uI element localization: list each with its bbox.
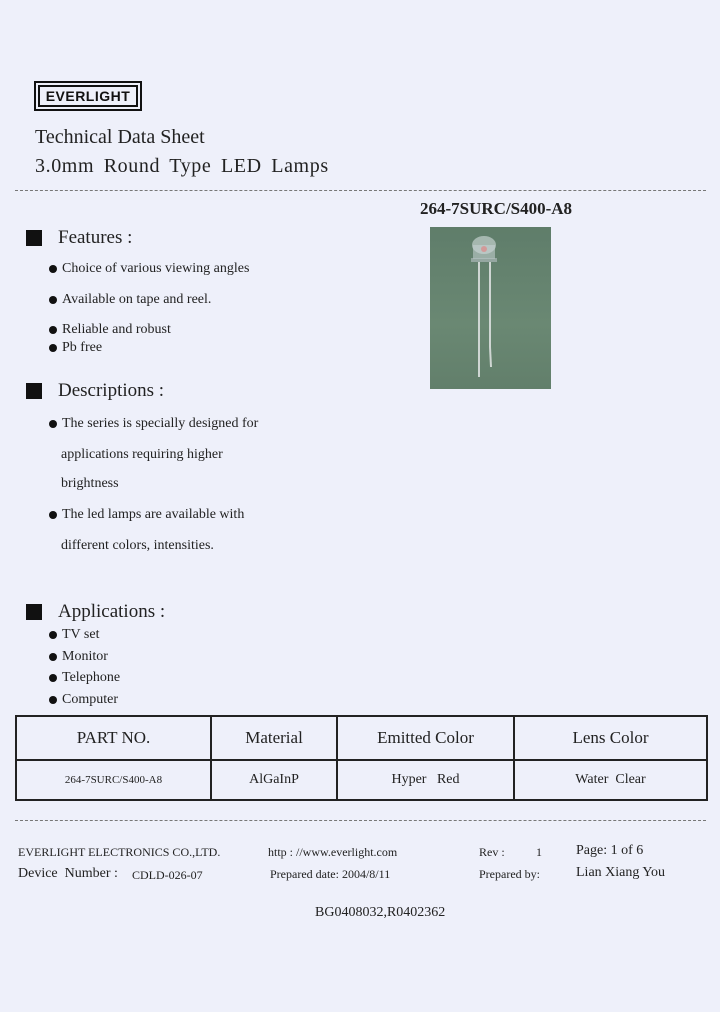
prepared-by-value: Lian Xiang You (576, 865, 666, 880)
bullet-dot-icon (49, 653, 57, 661)
bullet-dot-icon (49, 265, 57, 273)
descriptions-heading (26, 380, 164, 402)
company-url: http : //www.everlight.com (268, 845, 398, 859)
table-header-cell: Material (211, 716, 337, 760)
description-text-continued: brightness (61, 476, 119, 491)
company-name: EVERLIGHT ELECTRONICS CO.,LTD. (18, 845, 221, 859)
bullet-dot-icon (49, 696, 57, 704)
everlight-logo (34, 81, 142, 111)
table-cell: 264-7SURC/S400-A8 (16, 760, 211, 800)
application-item (49, 692, 118, 708)
table-header-row (16, 716, 707, 760)
feature-text: Available on tape and reel. (62, 292, 212, 307)
device-number-label: Device Number : (18, 866, 118, 881)
document-code: BG0408032,R0402362 (315, 905, 446, 920)
description-text-continued: applications requiring higher (61, 447, 223, 462)
feature-item (49, 261, 249, 277)
table-cell: Hyper Red (337, 760, 514, 800)
bullet-dot-icon (49, 326, 57, 334)
application-text: Monitor (62, 649, 108, 664)
part-number-heading: 264-7SURC/S400-A8 (420, 199, 573, 218)
applications-heading (26, 601, 165, 623)
spec-table (15, 715, 708, 801)
top-divider (15, 190, 706, 191)
description-text: The led lamps are available with (62, 507, 245, 522)
square-bullet-icon (26, 604, 42, 620)
feature-item (49, 340, 102, 356)
feature-text: Pb free (62, 340, 103, 355)
applications-heading-text: Applications : (58, 601, 166, 622)
descriptions-heading-text: Descriptions : (58, 380, 165, 401)
led-product-photo (430, 227, 551, 389)
feature-item (49, 322, 171, 338)
bullet-dot-icon (49, 674, 57, 682)
description-item (49, 416, 258, 432)
features-heading (26, 227, 132, 249)
prepared-date: Prepared date: 2004/8/11 (270, 867, 391, 881)
rev-value: 1 (536, 845, 542, 859)
footer-divider (15, 820, 706, 821)
rev-label: Rev : (479, 845, 505, 859)
table-header-cell: Lens Color (514, 716, 707, 760)
application-item (49, 627, 99, 643)
features-heading-text: Features : (58, 227, 133, 248)
application-text: Computer (62, 692, 118, 707)
table-header-cell: Emitted Color (337, 716, 514, 760)
doc-title: Technical Data Sheet (35, 126, 205, 148)
bullet-dot-icon (49, 631, 57, 639)
logo-text: EVERLIGHT (38, 85, 138, 107)
application-item (49, 649, 108, 665)
prepared-by-label: Prepared by: (479, 867, 540, 881)
description-text-continued: different colors, intensities. (61, 538, 214, 553)
device-number-value: CDLD-026-07 (132, 868, 203, 882)
bullet-dot-icon (49, 344, 57, 352)
bullet-dot-icon (49, 511, 57, 519)
feature-text: Reliable and robust (62, 322, 171, 337)
description-text: The series is specially designed for (62, 416, 259, 431)
led-lamp-drawing (430, 227, 551, 389)
square-bullet-icon (26, 230, 42, 246)
feature-item (49, 292, 211, 308)
table-row (16, 760, 707, 800)
table-cell: AlGaInP (211, 760, 337, 800)
bullet-dot-icon (49, 296, 57, 304)
feature-text: Choice of various viewing angles (62, 261, 250, 276)
square-bullet-icon (26, 383, 42, 399)
table-cell: Water Clear (514, 760, 707, 800)
application-text: TV set (62, 627, 100, 642)
table-header-cell: PART NO. (16, 716, 211, 760)
bullet-dot-icon (49, 420, 57, 428)
description-item (49, 507, 244, 523)
application-text: Telephone (62, 670, 121, 685)
doc-subtitle: 3.0mm Round Type LED Lamps (35, 155, 329, 177)
application-item (49, 670, 120, 686)
page-indicator: Page: 1 of 6 (576, 843, 644, 858)
